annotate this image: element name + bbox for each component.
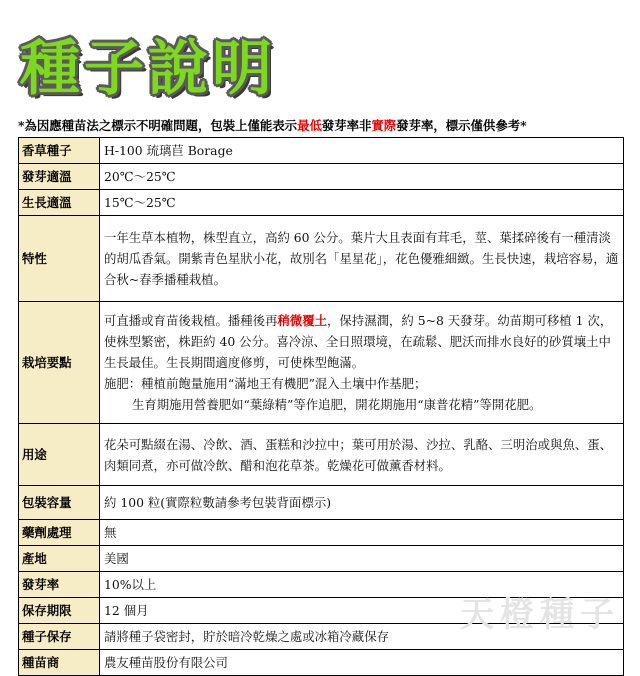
- table-row: [19, 164, 624, 190]
- label-capacity: 包裝容量: [19, 486, 100, 520]
- label-grow-temp: 生長適溫: [19, 190, 100, 216]
- value-origin: 美國: [100, 546, 624, 572]
- watermark-text: 天橙種子: [460, 595, 620, 635]
- label-storage: 種子保存: [19, 624, 100, 650]
- value-germ-rate: 10%以上: [100, 572, 624, 598]
- value-usage: 花朵可點綴在湯、冷飲、酒、蛋糕和沙拉中；葉可用於湯、沙拉、乳酪、三明治或與魚、蛋、肉類同煮，亦可做冷飲、醋和泡花草茶。乾燥花可做薰香材料。: [100, 424, 624, 486]
- notice-highlight-lowest: 最低: [297, 118, 322, 133]
- notice-highlight-actual: 實際: [371, 118, 397, 133]
- cultivation-text-a: 可直播或育苗後栽植。播種後再: [104, 313, 278, 328]
- table-row: [19, 486, 624, 520]
- value-traits: 一年生草本植物，株型直立，高約 60 公分。葉片大且表面有茸毛，莖、葉揉碎後有一種清淡的胡瓜香氣。開紫青色星狀小花，故別名「星星花」，花色優雅細緻。生長快速，栽培容易，適合秋~春季播種栽植。: [100, 216, 624, 302]
- cultivation-fertilizer-2: 生育期施用營養肥如“葉綠精”等作追肥，開花期施用“康普花精”等開花肥。: [132, 397, 542, 412]
- label-germ-rate: 發芽率: [19, 572, 100, 598]
- table-row: [19, 424, 624, 486]
- label-origin: 產地: [19, 546, 100, 572]
- label-cultivation: 栽培要點: [19, 302, 100, 424]
- label-usage: 用途: [19, 424, 100, 486]
- value-grow-temp: 15℃～25℃: [100, 190, 624, 216]
- label-shelf-life: 保存期限: [19, 598, 100, 624]
- notice-part3: 發芽率，標示僅供參考*: [396, 118, 527, 133]
- value-cultivation: [100, 302, 624, 424]
- table-row: [19, 138, 624, 164]
- table-row: [19, 190, 624, 216]
- value-herb: H-100 琉璃苣 Borage: [100, 138, 624, 164]
- table-row: [19, 520, 624, 546]
- value-germ-temp: 20℃～25℃: [100, 164, 624, 190]
- cultivation-text-b: ，保持濕潤，約 5~8 天發芽。幼苗期可移植 1 次，使株型繁密，株距約 40 公分。喜冷涼、全日照環境，在疏鬆、肥沃而排水良好的砂質壤土中生長最佳。生長期間適度修剪，可使株型飽滿。: [104, 313, 613, 370]
- value-supplier: 農友種苗股份有限公司: [100, 650, 624, 676]
- table-row: [19, 302, 624, 424]
- table-row: [19, 546, 624, 572]
- value-storage: 請將種子袋密封，貯於暗冷乾燥之處或冰箱冷藏保存: [100, 624, 624, 650]
- label-germ-temp: 發芽適溫: [19, 164, 100, 190]
- cultivation-fertilizer-1: 施肥：種植前飽量施用“滿地王有機肥”混入土壤中作基肥；: [104, 376, 427, 391]
- table-row: [19, 216, 624, 302]
- label-supplier: 種苗商: [19, 650, 100, 676]
- value-capacity: 約 100 粒(實際粒數請參考包裝背面標示): [100, 486, 624, 520]
- label-herb: 香草種子: [19, 138, 100, 164]
- table-row: [19, 650, 624, 676]
- notice-part1: *為因應種苗法之標示不明確問題，包裝上僅能表示: [18, 118, 298, 133]
- notice-text: [18, 116, 628, 134]
- label-treatment: 藥劑處理: [19, 520, 100, 546]
- label-traits: 特性: [19, 216, 100, 302]
- page-title: 種子說明: [20, 34, 276, 104]
- cultivation-highlight: 稍微覆土: [277, 313, 328, 328]
- value-shelf-life: 12 個月: [100, 598, 624, 624]
- notice-part2: 發芽率非: [321, 118, 372, 133]
- value-treatment: 無: [100, 520, 624, 546]
